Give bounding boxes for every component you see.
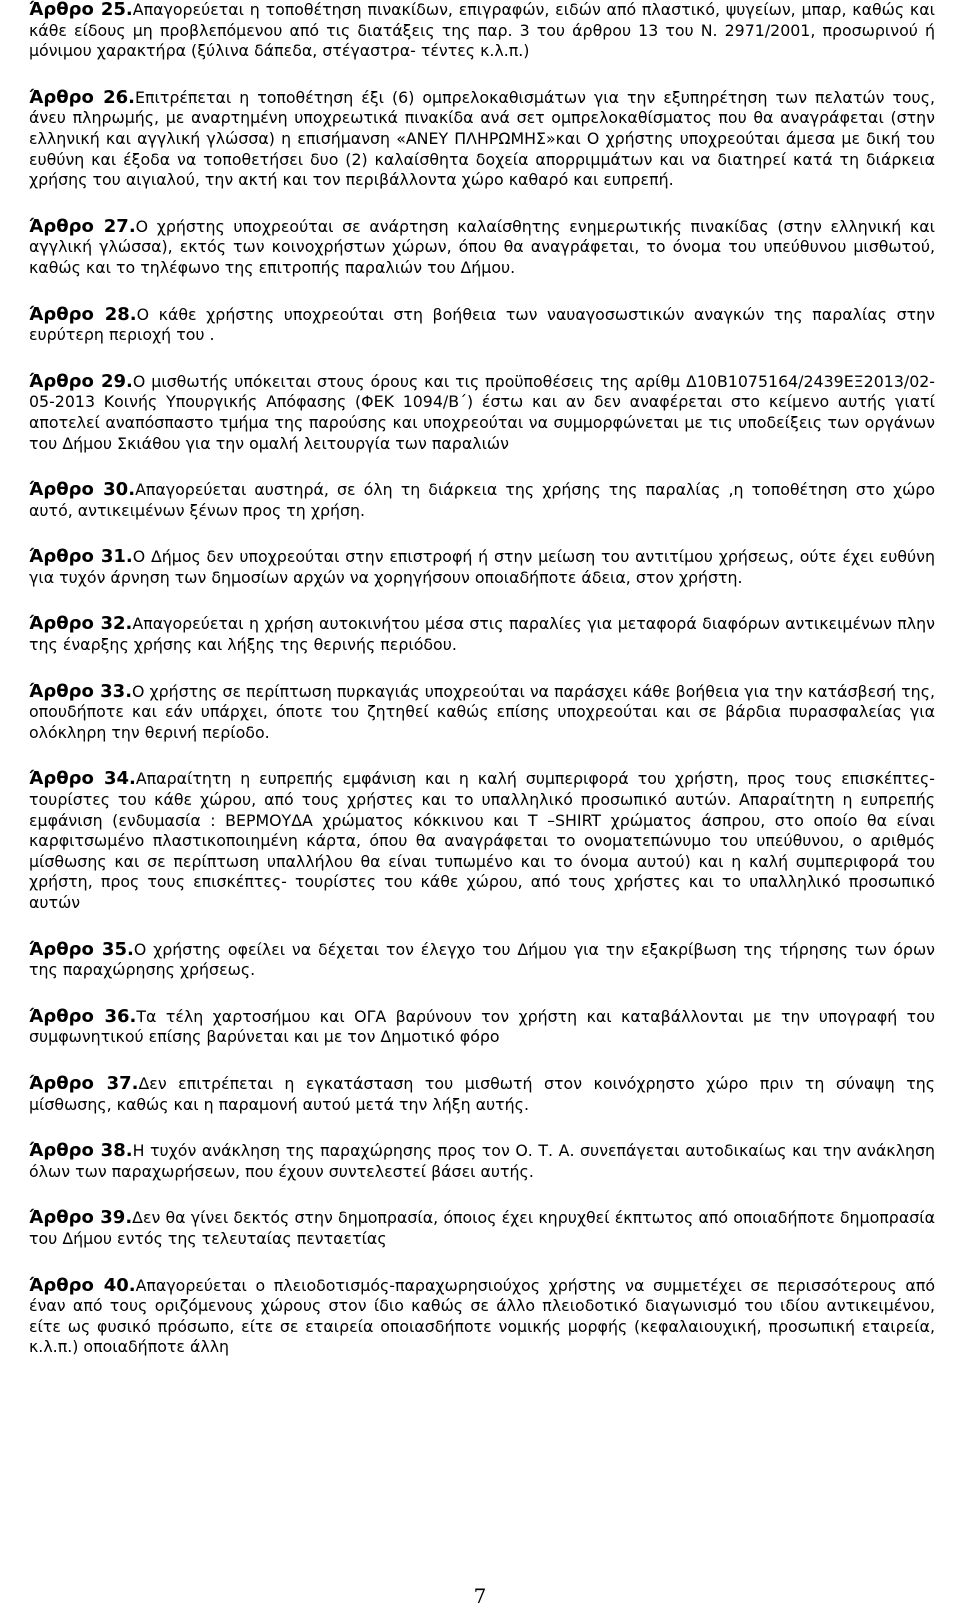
article-32 <box>29 614 935 655</box>
article-text: Ο χρήστης υποχρεούται σε ανάρτηση καλαίσθητης ενημερωτικής πινακίδας (στην ελληνική και αγγλική γλώσσα), εκτός των κοινοχρήστων χώρων, όπου θα αναγράφεται, το όνομα του υπεύθυνου μισθωτού, καθώς και το τηλέφωνο της επιτροπής παραλιών του Δήμου. <box>29 216 935 277</box>
article-31 <box>29 547 935 588</box>
article-heading: Άρθρο 29. <box>29 370 133 392</box>
article-40 <box>29 1276 935 1358</box>
article-heading: Άρθρο 39. <box>29 1207 133 1229</box>
article-34 <box>29 769 935 913</box>
article-heading: Άρθρο 27. <box>29 215 136 237</box>
article-heading: Άρθρο 25. <box>29 0 133 20</box>
article-heading: Άρθρο 30. <box>29 479 136 501</box>
article-26 <box>29 88 935 191</box>
article-25 <box>29 0 935 62</box>
article-30 <box>29 480 935 521</box>
article-text: Δεν θα γίνει δεκτός στην δημοπρασία, όποιος έχει κηρυχθεί έκπτωτος από οποιαδήποτε δημοπρασία του Δήμου εντός της τελευταίας πενταετίας <box>29 1208 935 1248</box>
article-heading: Άρθρο 32. <box>29 613 133 635</box>
article-33 <box>29 682 935 744</box>
article-text: Ο κάθε χρήστης υποχρεούται στη βοήθεια των ναυαγοσωστικών αναγκών της παραλίας στην ευρύτερη περιοχή του . <box>29 304 935 345</box>
article-text: Απαγορεύεται η χρήση αυτοκινήτου μέσα στις παραλίες για μεταφορά διαφόρων αντικειμένων πλην της έναρξης χρήσης και λήξης της θερινής περιόδου. <box>29 614 935 655</box>
article-37 <box>29 1074 935 1115</box>
article-heading: Άρθρο 28. <box>29 303 137 325</box>
article-text: Ο μισθωτής υπόκειται στους όρους και τις προϋποθέσεις της αρίθμ Δ10Β1075164/2439ΕΞ2013/02-05-2013 Κοινής Υπουργικής Απόφασης (ΦΕΚ 1094/Β΄) έστω και αν δεν αναφέρεται στο κείμενο αυτής γιατί αποτελεί αναπόσπαστο τμήμα της παρούσης και υποχρεούται να συμμορφώνεται με τις υποδείξεις των οργάνων του Δήμου Σκιάθου για την ομαλή λειτουργία των παραλιών <box>29 371 935 453</box>
document-page <box>29 0 935 1384</box>
article-28 <box>29 305 935 346</box>
article-heading: Άρθρο 36. <box>29 1005 137 1027</box>
article-text: Δεν επιτρέπεται η εγκατάσταση του μισθωτή στον κοινόχρηστο χώρο πριν τη σύναψη της μίσθωσης, καθώς και η παραμονή αυτού μετά την λήξη αυτής. <box>29 1073 936 1114</box>
article-text: Τα τέλη χαρτοσήμου και ΟΓΑ βαρύνουν τον χρήστη και καταβάλλονται με την υπογραφή του συμφωνητικού επίσης βαρύνεται και με τον Δημοτικό φόρο <box>29 1006 935 1047</box>
article-heading: Άρθρο 40. <box>29 1274 136 1296</box>
article-text: Η τυχόν ανάκληση της παραχώρησης προς τον Ο. Τ. Α. συνεπάγεται αυτοδικαίως και την ανάκληση όλων των παραχωρήσεων, που έχουν συντελεστεί βάσει αυτής. <box>29 1141 935 1181</box>
page-number: 7 <box>473 1584 487 1608</box>
article-heading: Άρθρο 35. <box>29 938 134 960</box>
article-heading: Άρθρο 38. <box>29 1140 133 1162</box>
article-text: Ο χρήστης οφείλει να δέχεται τον έλεγχο του Δήμου για την εξακρίβωση της τήρησης των όρων της παραχώρησης χρήσεως. <box>29 939 935 980</box>
article-35 <box>29 940 935 981</box>
article-heading: Άρθρο 34. <box>29 768 136 790</box>
article-text: Ο Δήμος δεν υποχρεούται στην επιστροφή ή στην μείωση του αντιτίμου χρήσεως, ούτε έχει ευθύνη για τυχόν άρνηση των δημοσίων αρχών να χορηγήσουν οποιαδήποτε άδεια, στον χρήστη. <box>29 547 935 587</box>
article-36 <box>29 1007 935 1048</box>
article-text: Απαγορεύεται η τοποθέτηση πινακίδων, επιγραφών, ειδών από πλαστικό, ψυγείων, μπαρ, καθώς και κάθε είδους μη προβλεπόμενου από τις διατάξεις της παρ. 3 του άρθρου 13 του Ν. 2971/2001, προσωρινού ή μόνιμου χαρακτήρα (ξύλινα δάπεδα, στέγαστρα- τέντες κ.λ.π.) <box>29 0 935 61</box>
article-27 <box>29 217 935 279</box>
article-heading: Άρθρο 37. <box>29 1072 139 1094</box>
article-29 <box>29 372 935 454</box>
article-text: Απαραίτητη η ευπρεπής εμφάνιση και η καλή συμπεριφορά του χρήστη, προς τους επισκέπτες-τουρίστες του κάθε χώρου, από τους χρήστες και το υπαλληλικό προσωπικό αυτών. Απαραίτητη η ευπρεπής εμφάνιση (ενδυμασία : ΒΕΡΜΟΥΔΑ χρώματος κόκκινου και Τ –SHIRT χρώματος άσπρου, στο οποίο θα είναι καρφιτσωμένο πλαστικοποιημένη κάρτα, όπου θα αναγράφεται το ονοματεπώνυμο του υπεύθυνου, ο αριθμός μίσθωσης και σε περίπτωση υπαλλήλου θα είναι τυπωμένο και το όνομα αυτού) και η καλή συμπεριφορά του χρήστη, προς τους επισκέπτες- τουρίστες του κάθε χώρου, από τους χρήστες και το υπαλληλικό προσωπικό αυτών <box>29 769 935 912</box>
article-text: Απαγορεύεται αυστηρά, σε όλη τη διάρκεια της χρήσης της παραλίας ,η τοποθέτηση στο χώρο αυτό, αντικειμένων ξένων προς τη χρήση. <box>29 480 935 520</box>
article-heading: Άρθρο 33. <box>29 680 133 702</box>
article-38 <box>29 1141 935 1182</box>
article-text: Επιτρέπεται η τοποθέτηση έξι (6) ομπρελοκαθισμάτων για την εξυπηρέτηση των πελατών τους, άνευ πληρωμής, με αναρτημένη υποχρεωτικά πινακίδα ανά σετ ομπρελοκαθίσματος που θα αναγράφεται (στην ελληνική και αγγλική γλώσσα) η επισήμανση «ΑΝΕΥ ΠΛΗΡΩΜΗΣ»και Ο χρήστης υποχρεούται άμεσα με δική του ευθύνη και έξοδα να τοποθετήσει δυο (2) καλαίσθητα δοχεία απορριμμάτων και να διατηρεί κατά τη διάρκεια χρήσης του αιγιαλού, την ακτή και τον περιβάλλοντα χώρο καθαρό και ευπρεπή. <box>29 87 935 190</box>
article-text: Απαγορεύεται ο πλειοδοτισμός-παραχωρησιούχος χρήστης να συμμετέχει σε περισσότερους από έναν από τους οριζόμενους χώρους στον ίδιο καθώς σε άλλο πλειοδοτικό διαγωνισμό του ιδίου αντικειμένου, είτε ως φυσικό πρόσωπο, είτε σε εταιρεία οποιασδήποτε νομικής μορφής (κεφαλαιουχική, προσωπική εταιρεία, κ.λ.π.) οποιαδήποτε άλλη <box>29 1275 936 1357</box>
article-text: Ο χρήστης σε περίπτωση πυρκαγιάς υποχρεούται να παράσχει κάθε βοήθεια για την κατάσβεσή της, οπουδήποτε και εάν υπάρχει, όποτε του ζητηθεί καθώς επίσης υποχρεούται και σε βάρδια πυρασφαλείας για ολόκληρη την θερινή περίοδο. <box>29 681 935 742</box>
article-heading: Άρθρο 31. <box>29 546 133 568</box>
article-39 <box>29 1208 935 1249</box>
article-heading: Άρθρο 26. <box>29 86 135 108</box>
